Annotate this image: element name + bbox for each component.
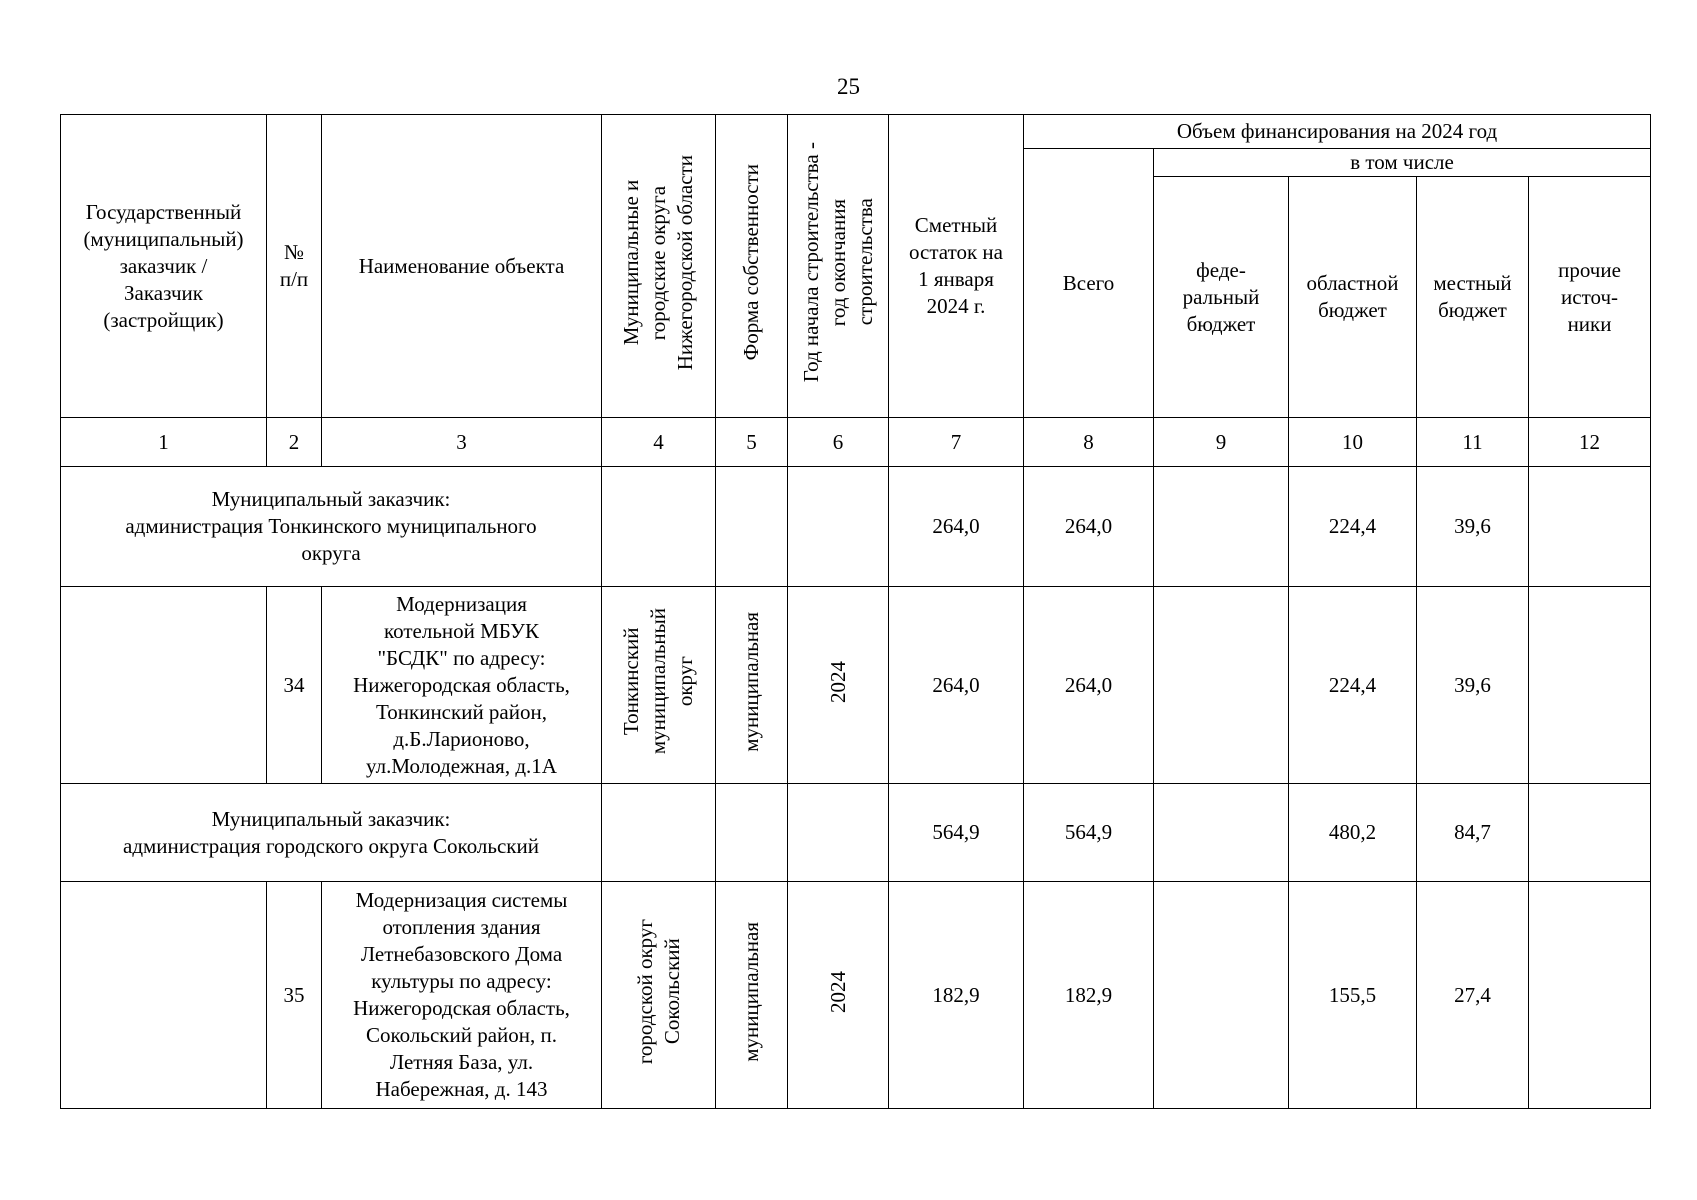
header-ownership xyxy=(716,115,788,418)
local-value: 39,6 xyxy=(1417,587,1529,784)
customer-row xyxy=(61,784,1651,882)
empty-cell xyxy=(788,784,889,882)
header-number: № п/п xyxy=(267,115,322,418)
object-row xyxy=(61,587,1651,784)
header-customer: Государственный (муниципальный) заказчик / Заказчик (застройщик) xyxy=(61,115,267,418)
column-numbers-row xyxy=(61,418,1651,467)
object-years-text: 2024 xyxy=(825,970,850,1013)
object-ownership xyxy=(716,882,788,1109)
object-years xyxy=(788,882,889,1109)
header-other: прочие источ- ники xyxy=(1529,177,1651,418)
header-estimate: Сметный остаток на 1 января 2024 г. xyxy=(889,115,1024,418)
header-years-text: Год начала строительства - год окончания строительства xyxy=(798,142,877,383)
regional-value: 224,4 xyxy=(1289,587,1417,784)
empty-cell xyxy=(61,587,267,784)
estimate-value: 264,0 xyxy=(889,467,1024,587)
object-name: Модернизация котельной МБУК "БСДК" по адресу: Нижегородская область, Тонкинский район, д.Б.Ларионово, ул.Молодежная, д.1А xyxy=(322,587,602,784)
empty-cell xyxy=(602,784,716,882)
customer-name: Муниципальный заказчик: администрация Тонкинского муниципального округа xyxy=(61,467,602,587)
page-number: 25 xyxy=(837,74,860,99)
other-value xyxy=(1529,784,1651,882)
column-number: 9 xyxy=(1154,418,1289,467)
regional-value: 155,5 xyxy=(1289,882,1417,1109)
object-district-text: Тонкинский муниципальный округ xyxy=(619,608,697,755)
total-value: 264,0 xyxy=(1024,587,1154,784)
total-value: 264,0 xyxy=(1024,467,1154,587)
column-number: 1 xyxy=(61,418,267,467)
column-number: 6 xyxy=(788,418,889,467)
header-funding: Объем финансирования на 2024 год xyxy=(1024,115,1651,149)
object-district xyxy=(602,587,716,784)
investment-table xyxy=(60,114,1651,1109)
header-object-name: Наименование объекта xyxy=(322,115,602,418)
column-number: 3 xyxy=(322,418,602,467)
regional-value: 480,2 xyxy=(1289,784,1417,882)
local-value: 84,7 xyxy=(1417,784,1529,882)
empty-cell xyxy=(788,467,889,587)
object-ownership-text: муниципальная xyxy=(739,611,763,752)
empty-cell xyxy=(602,467,716,587)
header-federal: феде- ральный бюджет xyxy=(1154,177,1289,418)
total-value: 564,9 xyxy=(1024,784,1154,882)
empty-cell xyxy=(716,784,788,882)
object-ownership-text: муниципальная xyxy=(739,921,763,1062)
header-years xyxy=(788,115,889,418)
object-row xyxy=(61,882,1651,1109)
header-district xyxy=(602,115,716,418)
customer-row xyxy=(61,467,1651,587)
object-district xyxy=(602,882,716,1109)
estimate-value: 264,0 xyxy=(889,587,1024,784)
object-number: 35 xyxy=(267,882,322,1109)
object-district-text: городской округ Сокольский xyxy=(632,918,684,1065)
regional-value: 224,4 xyxy=(1289,467,1417,587)
column-number: 10 xyxy=(1289,418,1417,467)
column-number: 7 xyxy=(889,418,1024,467)
column-number: 4 xyxy=(602,418,716,467)
column-number: 11 xyxy=(1417,418,1529,467)
header-ownership-text: Форма собственности xyxy=(739,164,763,361)
object-years xyxy=(788,587,889,784)
federal-value xyxy=(1154,784,1289,882)
column-number: 12 xyxy=(1529,418,1651,467)
header-local: местный бюджет xyxy=(1417,177,1529,418)
total-value: 182,9 xyxy=(1024,882,1154,1109)
local-value: 39,6 xyxy=(1417,467,1529,587)
header-including: в том числе xyxy=(1154,149,1651,177)
federal-value xyxy=(1154,587,1289,784)
estimate-value: 182,9 xyxy=(889,882,1024,1109)
other-value xyxy=(1529,587,1651,784)
header-district-text: Муниципальные и городские округа Нижегородской области xyxy=(619,154,697,371)
column-number: 5 xyxy=(716,418,788,467)
federal-value xyxy=(1154,882,1289,1109)
local-value: 27,4 xyxy=(1417,882,1529,1109)
object-ownership xyxy=(716,587,788,784)
object-number: 34 xyxy=(267,587,322,784)
column-number: 2 xyxy=(267,418,322,467)
object-years-text: 2024 xyxy=(825,660,850,703)
object-name: Модернизация системы отопления здания Летнебазовского Дома культуры по адресу: Нижегородская область, Сокольский район, п. Летняя База, ул. Набережная, д. 143 xyxy=(322,882,602,1109)
empty-cell xyxy=(716,467,788,587)
federal-value xyxy=(1154,467,1289,587)
empty-cell xyxy=(61,882,267,1109)
customer-name: Муниципальный заказчик: администрация городского округа Сокольский xyxy=(61,784,602,882)
column-number: 8 xyxy=(1024,418,1154,467)
other-value xyxy=(1529,882,1651,1109)
header-regional: областной бюджет xyxy=(1289,177,1417,418)
header-total: Всего xyxy=(1024,149,1154,418)
other-value xyxy=(1529,467,1651,587)
estimate-value: 564,9 xyxy=(889,784,1024,882)
